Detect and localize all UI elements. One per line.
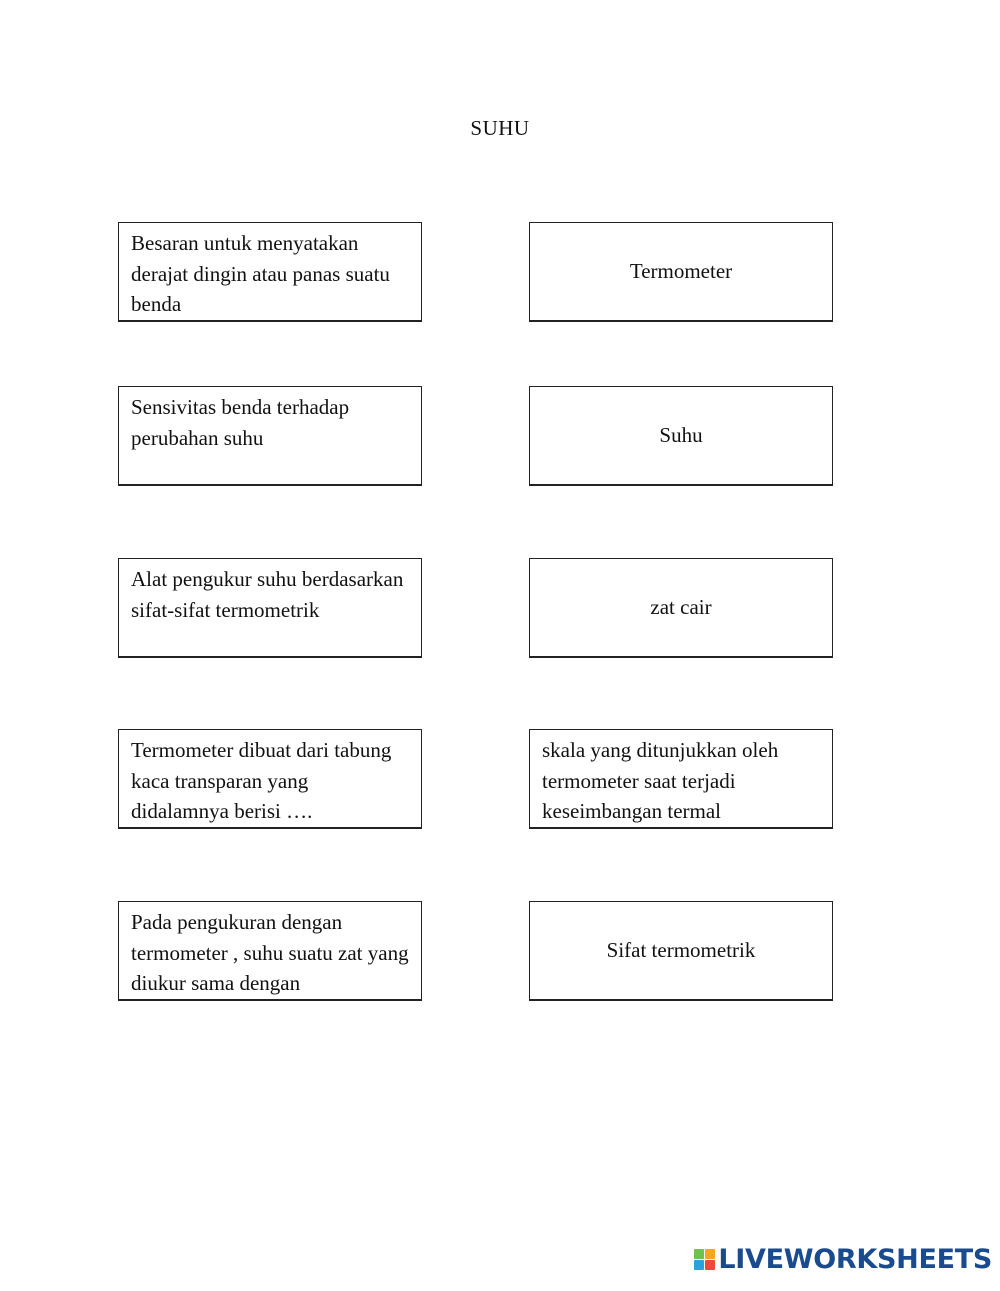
answer-box-3[interactable]: zat cair (529, 558, 833, 658)
logo-text: LIVEWORKSHEETS (718, 1244, 992, 1275)
answer-box-5[interactable]: Sifat termometrik (529, 901, 833, 1001)
answer-box-1[interactable]: Termometer (529, 222, 833, 322)
definition-box-1: Besaran untuk menyatakan derajat dingin atau panas suatu benda (118, 222, 422, 322)
logo-block-green (694, 1249, 704, 1259)
logo-block-red (705, 1260, 715, 1270)
definition-box-2: Sensivitas benda terhadap perubahan suhu (118, 386, 422, 486)
answer-box-4[interactable]: skala yang ditunjukkan oleh termometer saat terjadi keseimbangan termal (529, 729, 833, 829)
definition-box-5: Pada pengukuran dengan termometer , suhu suatu zat yang diukur sama dengan (118, 901, 422, 1001)
answer-box-2[interactable]: Suhu (529, 386, 833, 486)
logo-block-blue (694, 1260, 704, 1270)
liveworksheets-logo-icon (694, 1249, 715, 1270)
logo-block-orange (705, 1249, 715, 1259)
page-title: SUHU (470, 116, 530, 140)
definition-box-3: Alat pengukur suhu berdasarkan sifat-sifat termometrik (118, 558, 422, 658)
definition-box-4: Termometer dibuat dari tabung kaca transparan yang didalamnya berisi …. (118, 729, 422, 829)
liveworksheets-logo (694, 1244, 992, 1275)
